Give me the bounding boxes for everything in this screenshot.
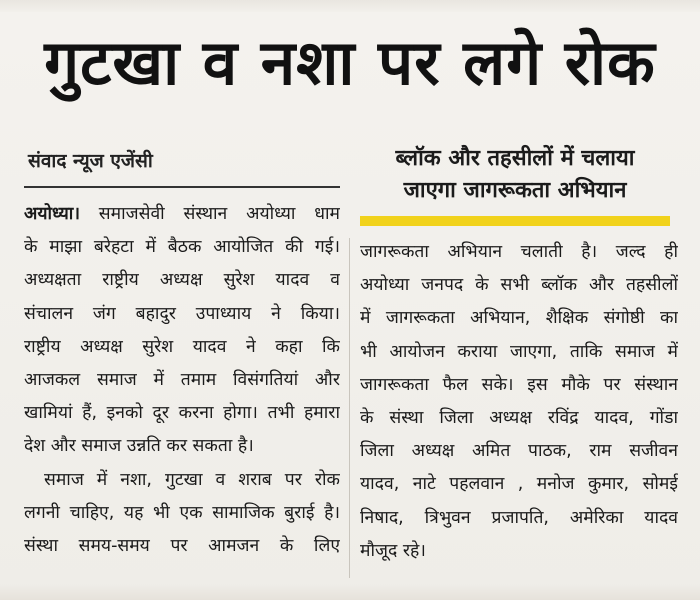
left-column (24, 198, 340, 563)
column-line: में जागरूकता अभियान, शैक्षिक संगोष्ठी का (360, 308, 678, 329)
column-line: मौजूद रहे। (360, 540, 426, 561)
right-column (360, 236, 678, 568)
column-line: आजकल समाज में तमाम विसंगतियां और (24, 370, 340, 391)
column-line: यादव, नाटे पहलवान , मनोज कुमार, सोमई (360, 474, 678, 495)
column-line: अयोध्या जनपद के सभी ब्लॉक और तहसीलों (360, 275, 678, 296)
column-line: राष्ट्रीय अध्यक्ष सुरेश यादव ने कहा कि (24, 336, 340, 357)
headline: गुटखा व नशा पर लगे रोक (44, 26, 656, 99)
column-line: समाज में नशा, गुटखा व शराब पर रोक (44, 469, 340, 490)
column-line: के माझा बरेहटा में बैठक आयोजित की गई। (24, 237, 340, 258)
column-line: निषाद, त्रिभुवन प्रजापति, अमेरिका यादव (360, 507, 678, 528)
byline: संवाद न्यूज एजेंसी (28, 150, 153, 172)
column-line (24, 198, 340, 231)
column-line-text: समाजसेवी संस्थान अयोध्या धाम (98, 204, 340, 224)
column-line: लगनी चाहिए, यह भी एक सामाजिक बुराई है। (24, 502, 340, 523)
column-line: खामियां हैं, इनको दूर करना होगा। तभी हमारा (24, 403, 340, 424)
column-line: देश और समाज उन्नति कर सकता है। (24, 436, 254, 457)
subheadline-line-1: ब्लॉक और तहसीलों में चलाया (395, 146, 635, 171)
column-line: संचालन जंग बहादुर उपाध्याय ने किया। (24, 303, 340, 324)
column-line: जिला अध्यक्ष अमित पाठक, राम सजीवन (360, 441, 678, 462)
column-line: के संस्था जिला अध्यक्ष रविंद्र यादव, गोंडा (360, 408, 678, 429)
column-divider (349, 238, 350, 578)
byline-rule (24, 186, 340, 188)
dateline: अयोध्या। (24, 204, 80, 224)
column-line: भी आयोजन कराया जाएगा, ताकि समाज में (360, 341, 678, 362)
column-line: अध्यक्षता राष्ट्रीय अध्यक्ष सुरेश यादव व (24, 270, 340, 291)
column-line: जागरूकता अभियान चलाती है। जल्द ही (360, 242, 678, 262)
accent-bar (360, 216, 670, 226)
bottom-edge (0, 584, 700, 600)
subheadline (360, 143, 670, 207)
top-edge (0, 0, 700, 12)
subheadline-line-2: जाएगा जागरूकता अभियान (403, 178, 627, 203)
column-line: संस्था समय-समय पर आमजन के लिए (24, 536, 340, 557)
column-line: जागरूकता फैल सके। इस मौके पर संस्थान (360, 374, 678, 395)
